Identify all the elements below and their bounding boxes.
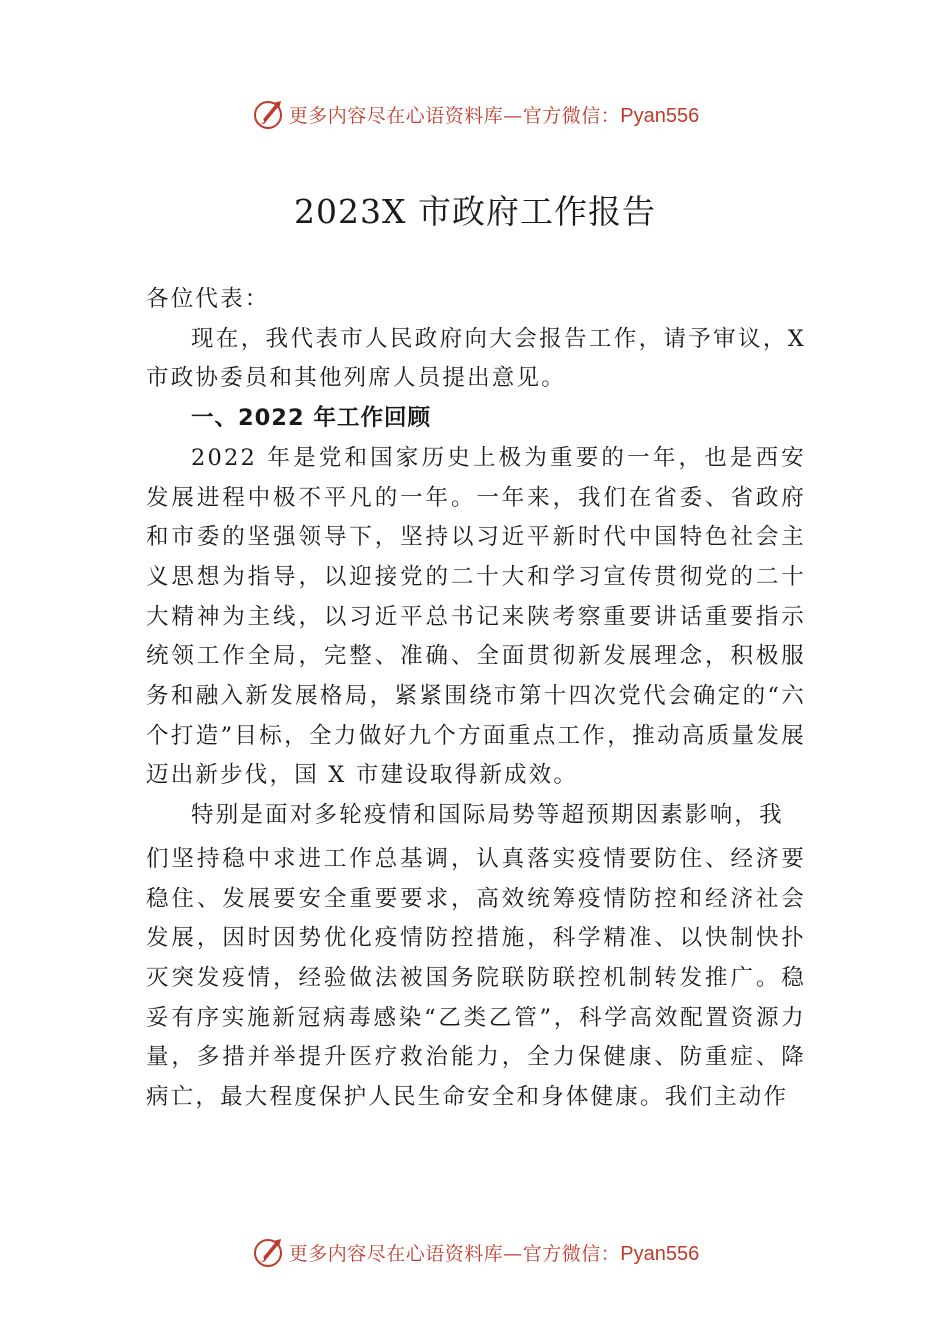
paragraph-2-continued: 们坚持稳中求进工作总基调，认真落实疫情要防住、经济要稳住、发展要安全重要要求，高效统筹疫情防控和经济社会发展，因时因势优化疫情防控措施，科学精准、以快制快扑灭突发疫情，经验做法被国务院联防联控机制转发推广。稳妥有序实施新冠病毒感染“乙类乙管”，科学高效配置资源力量，多措并举提升医疗救治能力，全力保健康、防重症、降病亡，最大程度保护人民生命安全和身体健康。我们主动作 [146,845,806,1111]
banner-wechat-label: 官方微信： [522,104,621,127]
quill-logo-icon [251,1235,285,1269]
header-banner [0,94,950,134]
banner-dash: — [503,1242,523,1265]
footer-banner [0,1232,950,1272]
intro-paragraph: 现在，我代表市人民政府向大会报告工作，请予审议，X 市政协委员和其他列席人员提出意见。 [146,325,806,392]
paragraph-2-first-line: 特别是面对多轮疫情和国际局势等超预期因素影响，我 [191,802,784,829]
document-title: 2023X 市政府工作报告 [294,192,656,231]
banner-dash: — [503,104,523,127]
banner-wechat-id: Pyan556 [620,1242,700,1265]
paragraph-1: 2022 年是党和国家历史上极为重要的一年，也是西安发展进程中极不平凡的一年。一年来，我们在省委、省政府和市委的坚强领导下，坚持以习近平新时代中国特色社会主义思想为指导，以迎接党的二十大和学习宣传贯彻党的二十大精神为主线，以习近平总书记来陕考察重要讲话重要指示统领工作全局，完整、准确、全面贯彻新发展理念，积极服务和融入新发展格局，紧紧围绕市第十四次党代会确定的“六个打造”目标，全力做好九个方面重点工作，推动高质量发展迈出新步伐，国 X 市建设取得新成效。 [146,444,806,789]
banner-main-text: 更多内容尽在心语资料库 [288,1242,504,1265]
salutation: 各位代表： [146,286,270,312]
section-heading: 一、2022 年工作回顾 [191,405,431,432]
banner-wechat-id: Pyan556 [620,104,700,127]
banner-main-text: 更多内容尽在心语资料库 [288,104,504,127]
banner-text [289,1239,700,1266]
quill-logo-icon [251,97,285,131]
banner-text [289,101,700,128]
banner-wechat-label: 官方微信： [522,1242,621,1265]
document-body [146,280,806,1118]
